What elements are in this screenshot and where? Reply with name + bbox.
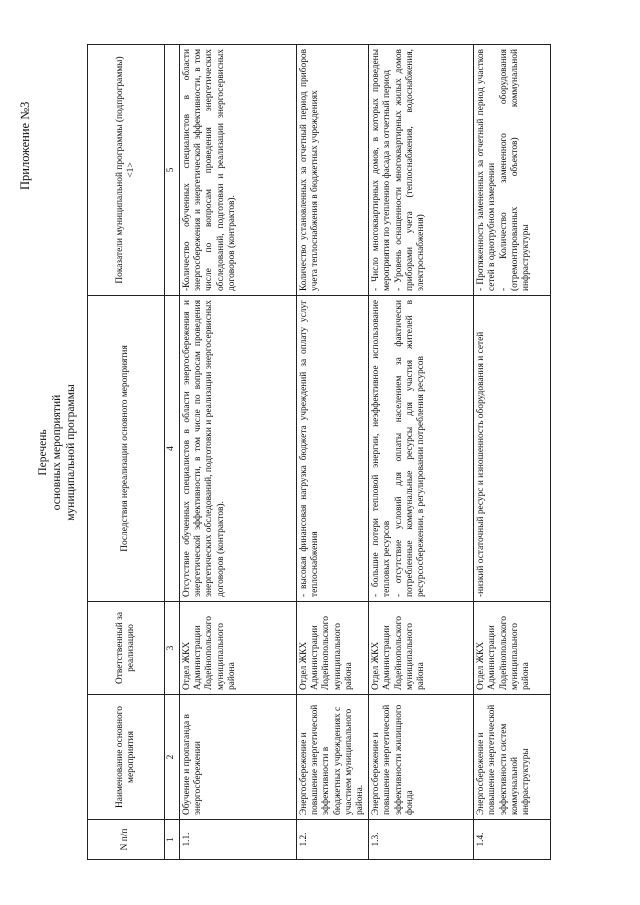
responsible-party: Отдел ЖКХ Администрации Лодейнопольского муниципального района	[180, 602, 297, 695]
indicator-item: - Количество замененного оборудования (отремонтированных объектов) коммунальной инфраструктуры	[498, 49, 532, 291]
measure-name: Обучение и пропаганда в энергосбережении	[180, 695, 297, 820]
header-number: N п/п	[88, 820, 165, 860]
header-consequence: Последствия нереализации основного мероприятия	[88, 296, 165, 602]
indicator-item: - Число многоквартирных домов, в которых проведены мероприятия по утеплению фасада за отчетный период	[371, 49, 393, 291]
header-name: Наименование основного мероприятия	[88, 695, 165, 820]
appendix-label: Приложение №3	[18, 101, 32, 190]
row-number: 1.4.	[474, 820, 551, 860]
consequence-text: -низкий остаточный ресурс и изношенность оборудования и сетей	[474, 296, 551, 602]
table-header-row	[88, 45, 165, 860]
title-line-2: основных мероприятий	[51, 394, 63, 511]
row-number: 1.1.	[180, 820, 297, 860]
indicator-text	[369, 45, 474, 296]
indicator-item: - Уровень оснащенности многоквартирных жилых домов приборами учета (теплоснабжения, водоснабжения, электроснабжения)	[393, 49, 427, 291]
row-number: 1.3.	[369, 820, 474, 860]
measure-name: Энергосбережение и повышение энергетической эффективности жилищного фонда	[369, 695, 474, 820]
column-number: 2	[165, 695, 180, 820]
header-indicator: Показатели муниципальной программы (подпрограммы) <1>	[88, 45, 165, 296]
consequence-text: - высокая финансовая нагрузка бюджета учреждений за оплату услуг теплоснабжения	[297, 296, 369, 602]
responsible-party: Отдел ЖКХ Администрации Лодейнопольского муниципального района	[474, 602, 551, 695]
consequence-item: - большие потери тепловой энергии, неэффективное использование тепловых ресурсов	[371, 300, 393, 597]
column-number: 4	[165, 296, 180, 602]
column-number-row	[165, 45, 180, 860]
indicator-text: -Количество обученных специалистов в области энергосбережения и энергетической эффективности, в том числе по вопросам проведения энергетических обследований, подготовки и реализации энергосервисных договоров (контрактов).	[180, 45, 297, 296]
title-line-1: Перечень	[37, 429, 49, 476]
header-responsible: Ответственный за реализацию	[88, 602, 165, 695]
indicator-text	[474, 45, 551, 296]
responsible-party: Отдел ЖКХ Администрации Лодейнопольского муниципального района	[369, 602, 474, 695]
measure-name: Энергосбережение и повышение энергетической эффективности в бюджетных учреждениях с участием муниципального района.	[297, 695, 369, 820]
row-number: 1.2.	[297, 820, 369, 860]
consequence-text: Отсутствие обученных специалистов в области энергосбережения и энергетической эффективности, в том числе по вопросам проведения энергетических обследований, подготовки и реализации энергосервисных договоров (контрактов).	[180, 296, 297, 602]
consequence-item: - отсутствие условий для оплаты населением за фактически потребленные коммунальные ресурсы для участия жителей в ресурсосбережении, в регулировании потребления ресурсов	[393, 300, 427, 597]
indicator-text: Количество установленных за отчетный период приборов учета теплоснабжения в бюджетных учреждениях	[297, 45, 369, 296]
table-row	[297, 45, 369, 860]
table-row	[369, 45, 474, 860]
measures-table	[87, 44, 551, 860]
column-number: 5	[165, 45, 180, 296]
title-line-3: муниципальной программы	[65, 384, 77, 521]
table-row	[180, 45, 297, 860]
document-title	[36, 0, 78, 905]
column-number: 1	[165, 820, 180, 860]
consequence-text	[369, 296, 474, 602]
measure-name: Энергосбережение и повышение энергетической эффективности систем коммунальной инфраструктуры	[474, 695, 551, 820]
table-row	[474, 45, 551, 860]
column-number: 3	[165, 602, 180, 695]
indicator-item: - Протяженность замененных за отчетный период участков сетей в однотрубном измерении	[476, 49, 498, 291]
responsible-party: Отдел ЖКХ Администрации Лодейнопольского муниципального района	[297, 602, 369, 695]
